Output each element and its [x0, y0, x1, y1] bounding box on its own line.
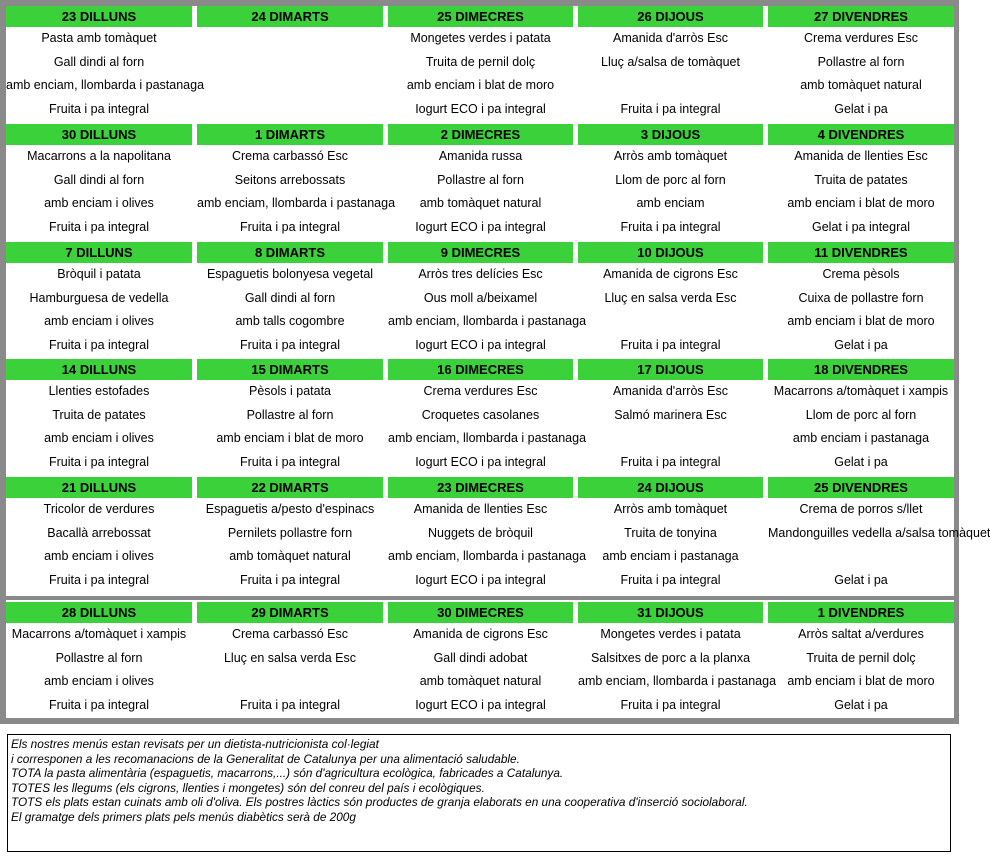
- menu-item: Croquetes casolanes: [421, 407, 540, 422]
- note-line: El gramatge dels primers plats pels menús diabètics serà de 200g: [11, 809, 356, 824]
- day-column: [768, 477, 990, 592]
- day-header: 23 DIMECRES: [388, 477, 573, 498]
- menu-item: Fruita i pa integral: [48, 219, 150, 234]
- week-row: [6, 124, 954, 239]
- menu-item: Truita de patates: [52, 407, 146, 422]
- menu-item: Espaguetis bolonyesa vegetal: [206, 267, 374, 281]
- day-column: [388, 477, 587, 592]
- menu-item: amb tomàquet natural: [419, 674, 542, 688]
- menu-item: Fruita i pa integral: [239, 454, 341, 469]
- day-header: 25 DIMECRES: [388, 6, 573, 27]
- menu-item: Fruita i pa integral: [620, 219, 721, 234]
- menu-item: amb enciam, llombarda i pastanaga: [197, 196, 396, 210]
- menu-item: Crema verdures Esc: [423, 384, 538, 398]
- day-column: [6, 477, 192, 592]
- menu-item: Amanida d'arròs Esc: [613, 384, 728, 398]
- menu-item: Truita de patates: [814, 172, 908, 187]
- menu-item: Fruita i pa integral: [239, 572, 341, 587]
- menu-item: Fruita i pa integral: [620, 697, 721, 712]
- menu-item: Fruita i pa integral: [239, 219, 341, 234]
- day-header: 1 DIMARTS: [197, 124, 383, 145]
- menu-item: Gall dindi al forn: [53, 54, 145, 69]
- menu-item: Fruita i pa integral: [620, 337, 721, 352]
- menu-item: Amanida russa: [438, 149, 523, 163]
- menu-item: amb enciam i pastanaga: [792, 431, 930, 445]
- menu-item: Salsitxes de porc a la planxa: [590, 650, 751, 665]
- day-column: [388, 6, 573, 121]
- menu-item: Lluç a/salsa de tomàquet: [601, 54, 740, 69]
- menu-item: Pollastre al forn: [817, 54, 905, 69]
- menu-item: [197, 98, 383, 122]
- menu-item: Fruita i pa integral: [48, 572, 150, 587]
- menu-item: Fruita i pa integral: [48, 697, 150, 712]
- day-column: [6, 124, 192, 239]
- menu-item: Iogurt ECO i pa integral: [415, 572, 546, 587]
- day-column: [388, 242, 587, 357]
- menu-item: Gelat i pa: [834, 101, 888, 116]
- menu-item: Seitons arrebossats: [234, 172, 346, 187]
- day-column: [197, 602, 383, 717]
- menu-item: [768, 545, 954, 569]
- menu-item: Fruita i pa integral: [620, 101, 721, 116]
- menu-item: Macarrons a/tomàquet i xampis: [773, 384, 949, 398]
- day-column: [197, 477, 383, 592]
- day-column: [768, 6, 954, 121]
- day-header: 28 DILLUNS: [6, 602, 192, 623]
- menu-item: Amanida de cigrons Esc: [413, 627, 548, 641]
- menu-item: amb enciam i olives: [44, 314, 154, 328]
- menu-item: amb enciam: [636, 196, 705, 210]
- menu-item: Pèsols i patata: [249, 384, 331, 398]
- day-column: [388, 602, 573, 717]
- menu-item: Mongetes verdes i patata: [600, 627, 741, 641]
- menu-item: Amanida de llenties Esc: [413, 502, 548, 516]
- menu-item: Crema verdures Esc: [804, 31, 918, 45]
- menu-item: [578, 310, 763, 334]
- menu-item: Mongetes verdes i patata: [410, 31, 551, 45]
- menu-item: Cuixa de pollastre forn: [798, 290, 924, 305]
- menu-item: Pollastre al forn: [437, 172, 524, 187]
- menu-item: Macarrons a/tomàquet i xampis: [11, 627, 187, 641]
- menu-item: Hamburguesa de vedella: [29, 290, 169, 305]
- menu-item: Gall dindi al forn: [53, 172, 145, 187]
- day-header: 30 DIMECRES: [388, 602, 573, 623]
- day-column: [388, 359, 587, 474]
- day-header: 9 DIMECRES: [388, 242, 573, 263]
- day-column: [768, 602, 954, 717]
- menu-item: Crema de porros s/llet: [799, 502, 923, 516]
- week-row: [6, 6, 954, 121]
- day-column: [578, 477, 763, 592]
- menu-item: Fruita i pa integral: [239, 337, 341, 352]
- day-column: [578, 602, 777, 717]
- menu-item: Iogurt ECO i pa integral: [415, 697, 546, 712]
- menu-item: Truita de pernil dolç: [425, 54, 536, 69]
- day-header: 24 DIJOUS: [578, 477, 763, 498]
- menu-item: amb tomàquet natural: [419, 196, 542, 210]
- menu-item: Llom de porc al forn: [805, 407, 917, 422]
- day-header: 21 DILLUNS: [6, 477, 192, 498]
- menu-item: Espaguetis a/pesto d'espinacs: [205, 502, 375, 516]
- day-header: 25 DIVENDRES: [768, 477, 954, 498]
- menu-item: amb talls cogombre: [235, 314, 345, 328]
- day-column: [197, 6, 383, 121]
- menu-item: Fruita i pa integral: [620, 454, 721, 469]
- day-header: 26 DIJOUS: [578, 6, 763, 27]
- menu-item: Fruita i pa integral: [48, 101, 150, 116]
- menu-panel-last-week: [6, 600, 954, 718]
- day-column: [197, 359, 383, 474]
- menu-item: Tricolor de verdures: [43, 502, 155, 516]
- day-column: [768, 242, 954, 357]
- menu-item: Gall dindi adobat: [433, 650, 528, 665]
- day-header: 22 DIMARTS: [197, 477, 383, 498]
- day-header: 27 DIVENDRES: [768, 6, 954, 27]
- menu-item: Lluç en salsa verda Esc: [223, 650, 356, 665]
- day-column: [578, 242, 763, 357]
- day-header: 17 DIJOUS: [578, 359, 763, 380]
- menu-item: Pasta amb tomàquet: [41, 31, 157, 45]
- menu-item: Amanida d'arròs Esc: [613, 31, 728, 45]
- menu-item: amb enciam i pastanaga: [602, 549, 739, 563]
- menu-notes: [7, 734, 951, 852]
- week-row: [6, 359, 954, 474]
- day-column: [197, 124, 396, 239]
- menu-panel-main: [6, 6, 990, 596]
- menu-item: Crema pèsols: [822, 267, 900, 281]
- menu-item: amb enciam, llombarda i pastanaga: [388, 431, 587, 445]
- menu-item: Ous moll a/beixamel: [423, 290, 538, 305]
- note-line: TOTA la pasta alimentària (espaguetis, macarrons,...) són d'agricultura ecològica, fabricades a Catalunya.: [11, 766, 564, 781]
- note-line: i corresponen a les recomanacions de la Generalitat de Catalunya per una alimentació saludable.: [11, 751, 520, 766]
- menu-item: Macarrons a la napolitana: [27, 149, 171, 163]
- menu-item: [197, 670, 383, 694]
- menu-item: Crema carbassó Esc: [231, 149, 348, 163]
- day-column: [578, 124, 763, 239]
- menu-item: Crema carbassó Esc: [231, 627, 348, 641]
- menu-item: Arròs saltat a/verdures: [798, 627, 924, 641]
- menu-item: [197, 27, 383, 51]
- menu-item: Amanida de cigrons Esc: [603, 267, 738, 281]
- menu-item: amb enciam i blat de moro: [787, 314, 935, 328]
- menu-item: Iogurt ECO i pa integral: [415, 454, 546, 469]
- day-header: 11 DIVENDRES: [768, 242, 954, 263]
- menu-item: Llenties estofades: [48, 384, 150, 398]
- menu-item: amb enciam i olives: [44, 674, 154, 688]
- menu-item: Llom de porc al forn: [615, 172, 726, 187]
- menu-item: Fruita i pa integral: [239, 697, 341, 712]
- menu-item: amb enciam i olives: [44, 196, 154, 210]
- menu-item: amb enciam i blat de moro: [787, 674, 935, 688]
- menu-item: [578, 427, 763, 451]
- menu-item: [197, 74, 383, 98]
- menu-item: amb enciam i blat de moro: [406, 78, 555, 92]
- menu-item: Gelat i pa: [834, 454, 888, 469]
- menu-item: Gall dindi al forn: [244, 290, 336, 305]
- day-column: [768, 124, 954, 239]
- menu-item: [578, 74, 763, 98]
- week-row: [6, 602, 954, 717]
- day-column: [6, 242, 192, 357]
- menu-item: amb enciam i blat de moro: [216, 431, 364, 445]
- day-header: 23 DILLUNS: [6, 6, 192, 27]
- note-line: TOTES les llegums (els cigrons, llenties i mongetes) són del conreu del país i ecològiques.: [11, 780, 485, 795]
- menu-item: amb enciam i blat de moro: [787, 196, 935, 210]
- menu-item: Pernilets pollastre forn: [227, 525, 353, 540]
- note-line: TOTS els plats estan cuinats amb oli d'oliva. Els postres làctics són productes de granja elaborats en una cooperativa d'inserció sociolaboral.: [11, 795, 748, 810]
- day-column: [578, 6, 763, 121]
- day-header: 8 DIMARTS: [197, 242, 383, 263]
- day-header: 2 DIMECRES: [388, 124, 573, 145]
- menu-item: Arròs amb tomàquet: [613, 502, 728, 516]
- day-column: [6, 359, 192, 474]
- menu-item: amb enciam, llombarda i pastanaga: [388, 314, 587, 328]
- week-row: [6, 242, 954, 357]
- day-column: [578, 359, 763, 474]
- menu-item: Fruita i pa integral: [48, 337, 150, 352]
- menu-item: Bròquil i patata: [57, 267, 141, 281]
- day-header: 18 DIVENDRES: [768, 359, 954, 380]
- menu-item: amb enciam i olives: [44, 431, 154, 445]
- day-header: 16 DIMECRES: [388, 359, 573, 380]
- menu-item: Bacallà arrebossat: [47, 525, 151, 540]
- menu-item: Gelat i pa integral: [812, 219, 910, 234]
- menu-item: Mandonguilles vedella a/salsa tomàquet: [768, 525, 990, 540]
- menu-item: amb tomàquet natural: [229, 549, 351, 563]
- day-header: 14 DILLUNS: [6, 359, 192, 380]
- menu-item: Nuggets de bròquil: [428, 525, 533, 540]
- menu-item: Truita de tonyina: [624, 525, 717, 540]
- note-line: Els nostres menús estan revisats per un dietista-nutricionista col·legiat: [11, 737, 379, 751]
- menu-item: amb tomàquet natural: [800, 78, 922, 92]
- menu-item: Iogurt ECO i pa integral: [415, 101, 546, 116]
- day-column: [6, 6, 205, 121]
- menu-item: Amanida de llenties Esc: [794, 149, 928, 163]
- day-header: 7 DILLUNS: [6, 242, 192, 263]
- day-column: [768, 359, 954, 474]
- day-header: 29 DIMARTS: [197, 602, 383, 623]
- day-column: [388, 124, 573, 239]
- menu-item: Gelat i pa: [834, 337, 888, 352]
- menu-item: Iogurt ECO i pa integral: [415, 219, 546, 234]
- day-header: 24 DIMARTS: [197, 6, 383, 27]
- day-header: 31 DIJOUS: [578, 602, 763, 623]
- menu-item: Truita de pernil dolç: [806, 650, 916, 665]
- day-header: 3 DIJOUS: [578, 124, 763, 145]
- day-column: [6, 602, 192, 717]
- menu-item: amb enciam, llombarda i pastanaga: [388, 549, 587, 563]
- week-row: [6, 477, 990, 592]
- menu-item: Gelat i pa: [834, 572, 888, 587]
- day-header: 10 DIJOUS: [578, 242, 763, 263]
- day-header: 15 DIMARTS: [197, 359, 383, 380]
- menu-item: Fruita i pa integral: [48, 454, 150, 469]
- menu-item: Pollastre al forn: [246, 407, 334, 422]
- menu-item: Fruita i pa integral: [620, 572, 721, 587]
- menu-item: Arròs tres delícies Esc: [418, 267, 543, 281]
- day-header: 4 DIVENDRES: [768, 124, 954, 145]
- day-header: 1 DIVENDRES: [768, 602, 954, 623]
- day-column: [197, 242, 383, 357]
- menu-item: Gelat i pa: [834, 697, 888, 712]
- menu-item: Arròs amb tomàquet: [613, 149, 728, 163]
- day-header: 30 DILLUNS: [6, 124, 192, 145]
- menu-item: amb enciam i olives: [44, 549, 154, 563]
- menu-item: Iogurt ECO i pa integral: [415, 337, 546, 352]
- menu-item: Pollastre al forn: [55, 650, 143, 665]
- menu-item: amb enciam, llombarda i pastanaga: [6, 78, 205, 92]
- menu-item: [197, 51, 383, 75]
- menu-item: Salmó marinera Esc: [614, 407, 727, 422]
- menu-item: Lluç en salsa verda Esc: [604, 290, 737, 305]
- menu-item: amb enciam, llombarda i pastanaga: [578, 674, 777, 688]
